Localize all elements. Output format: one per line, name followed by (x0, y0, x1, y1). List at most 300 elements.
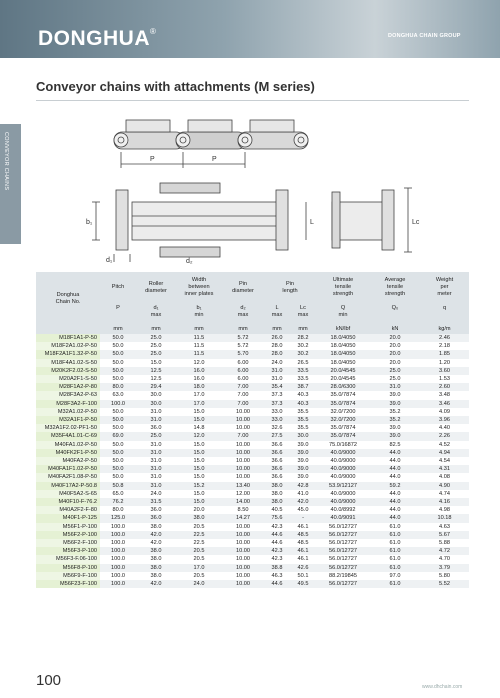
table-cell: 31.0 (136, 408, 176, 416)
table-cell: 7.00 (222, 383, 264, 391)
table-cell: 28.0/6300 (316, 383, 370, 391)
table-cell: 44.0 (370, 465, 420, 473)
column-header: Roller diameter (136, 272, 176, 303)
table-cell: 82.5 (370, 441, 420, 449)
chain-number: M28F1A2-P-80 (36, 383, 100, 391)
table-cell: 41.0 (290, 490, 316, 498)
table-cell: 3.60 (420, 367, 469, 375)
table-cell: 20.0/4545 (316, 375, 370, 383)
table-cell: 38.0 (136, 523, 176, 531)
brand-logo-text: DONGHUA (38, 27, 150, 50)
table-cell: 22.5 (176, 539, 222, 547)
table-cell: 10.00 (222, 523, 264, 531)
table-cell: 42.3 (264, 523, 290, 531)
table-cell: 50.0 (100, 367, 136, 375)
table-cell: 31.0 (264, 375, 290, 383)
table-cell: 33.5 (290, 375, 316, 383)
chain-number: M40FA2-P-50 (36, 457, 100, 465)
table-cell: 100.0 (100, 531, 136, 539)
table-cell: 38.0 (136, 572, 176, 580)
table-cell: 50.0 (100, 350, 136, 358)
table-cell: 50.0 (100, 408, 136, 416)
table-cell: 39.0 (290, 465, 316, 473)
table-row (36, 342, 469, 350)
table-cell: 38.0 (264, 482, 290, 490)
table-cell: 15.0 (176, 473, 222, 481)
table-cell: 50.0 (100, 375, 136, 383)
column-symbol: Q min (316, 303, 370, 325)
page-header (0, 0, 500, 58)
table-cell: 10.00 (222, 457, 264, 465)
table-cell: 16.0 (176, 367, 222, 375)
table-cell: 40.3 (290, 400, 316, 408)
table-cell: 10.00 (222, 424, 264, 432)
table-cell: 61.0 (370, 547, 420, 555)
table-row (36, 473, 469, 481)
table-cell: 6.00 (222, 375, 264, 383)
table-row (36, 359, 469, 367)
table-cell: 4.98 (420, 506, 469, 514)
table-cell: 4.31 (420, 465, 469, 473)
table-cell: 4.94 (420, 449, 469, 457)
table-cell: 5.52 (420, 580, 469, 588)
table-cell: 38.0 (264, 490, 290, 498)
column-unit: kN/lbf (316, 325, 370, 334)
table-cell: 16.0 (176, 375, 222, 383)
table-cell: 10.00 (222, 441, 264, 449)
table-cell: 31.5 (136, 498, 176, 506)
table-cell: 42.0 (136, 531, 176, 539)
table-cell: 12.5 (136, 367, 176, 375)
table-cell: 100.0 (100, 539, 136, 547)
column-unit: mm (176, 325, 222, 334)
table-row (36, 432, 469, 440)
table-cell: 10.00 (222, 539, 264, 547)
table-cell: 15.0 (176, 465, 222, 473)
table-cell: 61.0 (370, 531, 420, 539)
table-cell: 36.6 (264, 457, 290, 465)
table-cell: 10.18 (420, 514, 469, 522)
table-cell: 39.0 (370, 400, 420, 408)
table-cell: 10.00 (222, 580, 264, 588)
table-cell: 45.0 (290, 506, 316, 514)
table-cell: 100.0 (100, 564, 136, 572)
chain-number: M56F2-P-100 (36, 531, 100, 539)
table-cell: 30.0 (136, 391, 176, 399)
chain-number: M18F1A1-P-50 (36, 334, 100, 342)
table-cell: 31.0 (136, 457, 176, 465)
table-cell: 20.5 (176, 555, 222, 563)
table-cell: 39.0 (370, 432, 420, 440)
table-cell: 53.9/12127 (316, 482, 370, 490)
column-unit: mm (136, 325, 176, 334)
table-cell: 44.0 (370, 473, 420, 481)
table-cell: 20.0 (176, 506, 222, 514)
table-cell: 18.0 (176, 383, 222, 391)
table-cell: 50.0 (100, 457, 136, 465)
table-cell: 37.3 (264, 400, 290, 408)
table-cell: 18.0/4050 (316, 342, 370, 350)
table-cell: 56.0/12727 (316, 531, 370, 539)
table-row (36, 441, 469, 449)
table-cell: 22.5 (176, 531, 222, 539)
table-cell: 65.0 (100, 490, 136, 498)
table-cell: 44.0 (370, 457, 420, 465)
table-cell: 30.2 (290, 342, 316, 350)
chain-number: M56F3-F.06-100 (36, 555, 100, 563)
table-row (36, 375, 469, 383)
chain-number: M56F3-P-100 (36, 547, 100, 555)
table-cell: 100.0 (100, 547, 136, 555)
table-cell: 5.67 (420, 531, 469, 539)
table-cell: 56.0/12727 (316, 539, 370, 547)
table-cell: 76.2 (100, 498, 136, 506)
column-symbol: q (420, 303, 469, 325)
table-row (36, 580, 469, 588)
table-cell: 40.0/9000 (316, 473, 370, 481)
table-cell: 4.54 (420, 457, 469, 465)
chain-number: M56F8-P-100 (36, 564, 100, 572)
table-cell: 44.0 (370, 449, 420, 457)
chain-number: M56F9-F-100 (36, 572, 100, 580)
table-cell: 50.0 (100, 359, 136, 367)
table-cell: 36.6 (264, 473, 290, 481)
table-cell: 38.0 (136, 555, 176, 563)
table-cell: 10.00 (222, 416, 264, 424)
column-symbol: Lc max (290, 303, 316, 325)
table-cell: 10.00 (222, 564, 264, 572)
table-cell: 5.88 (420, 539, 469, 547)
table-cell: 4.74 (420, 490, 469, 498)
table-cell: 31.0 (136, 473, 176, 481)
table-cell: 24.0 (264, 359, 290, 367)
table-cell: 17.0 (176, 400, 222, 408)
table-cell: 35.5 (290, 408, 316, 416)
column-unit: mm (222, 325, 264, 334)
table-cell: 61.0 (370, 523, 420, 531)
table-cell: 11.5 (176, 334, 222, 342)
table-cell: 5.80 (420, 572, 469, 580)
table-cell: 40.0/9000 (316, 465, 370, 473)
table-cell: 30.0 (136, 400, 176, 408)
table-cell: 10.00 (222, 449, 264, 457)
table-cell: 44.6 (264, 580, 290, 588)
column-unit: mm (100, 325, 136, 334)
table-row (36, 457, 469, 465)
table-cell: 26.0 (264, 334, 290, 342)
d1-label: d₁ (106, 257, 113, 264)
table-cell: 25.0 (136, 334, 176, 342)
table-row (36, 465, 469, 473)
table-cell: 50.8 (100, 482, 136, 490)
table-cell: 3.48 (420, 391, 469, 399)
column-header: Pitch (100, 272, 136, 303)
table-cell: 15.0 (176, 441, 222, 449)
table-cell: 2.60 (420, 383, 469, 391)
column-header: Ultimate tensile strength (316, 272, 370, 303)
table-cell: 25.0 (136, 350, 176, 358)
column-symbol: Q₀ (370, 303, 420, 325)
table-cell: 28.0 (264, 350, 290, 358)
table-cell: 15.0 (176, 408, 222, 416)
table-cell: 1.85 (420, 350, 469, 358)
table-row (36, 482, 469, 490)
table-cell: 42.3 (264, 547, 290, 555)
table-cell: 10.00 (222, 531, 264, 539)
table-cell: 100.0 (100, 580, 136, 588)
table-cell: 20.0 (370, 350, 420, 358)
table-cell: 49.5 (290, 580, 316, 588)
group-label: DONGHUA CHAIN GROUP (388, 33, 461, 39)
table-row (36, 555, 469, 563)
table-row (36, 416, 469, 424)
table-cell: 39.0 (370, 424, 420, 432)
table-cell: 25.0 (370, 367, 420, 375)
table-cell: 50.1 (290, 572, 316, 580)
chain-number: M40F10-F-76.2 (36, 498, 100, 506)
table-cell: 42.8 (290, 482, 316, 490)
column-unit: kg/m (420, 325, 469, 334)
table-row (36, 506, 469, 514)
table-cell: 56.0/12727 (316, 555, 370, 563)
table-cell: 14.27 (222, 514, 264, 522)
brand-logo (38, 27, 156, 51)
table-cell: 97.0 (370, 572, 420, 580)
table-row (36, 367, 469, 375)
spec-table-container (36, 272, 469, 588)
table-cell: 36.6 (264, 449, 290, 457)
table-cell: 42.0 (290, 498, 316, 506)
table-cell: 35.0/7874 (316, 400, 370, 408)
table-cell: 100.0 (100, 400, 136, 408)
L-label: L (310, 219, 314, 226)
table-cell: 14.00 (222, 498, 264, 506)
table-cell: 25.0 (136, 432, 176, 440)
table-cell: 15.0 (136, 359, 176, 367)
chain-number: M32A1F2.02-PF1-50 (36, 424, 100, 432)
table-cell: 6.00 (222, 359, 264, 367)
table-row (36, 564, 469, 572)
table-cell: 20.0 (370, 334, 420, 342)
table-cell: 38.0 (264, 498, 290, 506)
column-symbol: L max (264, 303, 290, 325)
d2-label: d₂ (186, 258, 193, 265)
table-cell: 4.72 (420, 547, 469, 555)
table-cell: 14.8 (176, 424, 222, 432)
table-cell: 12.0 (176, 432, 222, 440)
table-cell: 17.0 (176, 391, 222, 399)
chain-number: M28F3A2-P-63 (36, 391, 100, 399)
table-cell: 30.2 (290, 350, 316, 358)
table-cell: 5.70 (222, 350, 264, 358)
table-cell: 6.00 (222, 367, 264, 375)
table-cell: 7.00 (222, 391, 264, 399)
column-header: Width between inner plates (176, 272, 222, 303)
table-cell: 31.0 (264, 367, 290, 375)
table-cell: 48.5 (290, 539, 316, 547)
table-cell: 4.40 (420, 424, 469, 432)
table-row (36, 539, 469, 547)
table-cell: 31.0 (370, 383, 420, 391)
table-row (36, 531, 469, 539)
table-cell: 28.0 (264, 342, 290, 350)
table-cell: 31.0 (136, 441, 176, 449)
table-cell: 15.2 (176, 482, 222, 490)
table-cell: 33.0 (264, 408, 290, 416)
table-cell: 11.5 (176, 350, 222, 358)
table-cell: 38.0 (136, 547, 176, 555)
table-cell: 27.5 (264, 432, 290, 440)
table-row (36, 334, 469, 342)
table-cell: 35.0/7874 (316, 391, 370, 399)
chain-number: M32A1F1-P-50 (36, 416, 100, 424)
table-cell: 20.0 (370, 359, 420, 367)
chain-number: M18F4A1.02-S-50 (36, 359, 100, 367)
top-view (92, 183, 412, 262)
table-cell: 12.5 (136, 375, 176, 383)
table-row (36, 547, 469, 555)
chain-number: M28F3A2-F-100 (36, 400, 100, 408)
page-number: 100 (36, 672, 62, 689)
chain-number: M56F1-P-100 (36, 523, 100, 531)
table-cell: 46.1 (290, 523, 316, 531)
table-cell: 4.16 (420, 498, 469, 506)
table-cell: 32.0/7200 (316, 416, 370, 424)
table-cell: 4.09 (420, 408, 469, 416)
table-cell: 32.6 (264, 424, 290, 432)
table-cell: 42.0 (136, 539, 176, 547)
table-cell: 28.2 (290, 334, 316, 342)
table-cell: 75.6 (264, 514, 290, 522)
header-row-titles (36, 272, 469, 303)
table-cell: 13.40 (222, 482, 264, 490)
table-cell: 100.0 (100, 572, 136, 580)
table-cell: 40.0/9000 (316, 490, 370, 498)
spec-table (36, 272, 469, 588)
table-cell: 56.0/12727 (316, 564, 370, 572)
column-unit: mm (264, 325, 290, 334)
table-cell: 17.0 (176, 564, 222, 572)
table-row (36, 400, 469, 408)
table-cell: 26.5 (290, 359, 316, 367)
Lc-label: Lc (412, 219, 420, 226)
table-cell: 8.50 (222, 506, 264, 514)
table-cell: 61.0 (370, 555, 420, 563)
table-cell: 40.5 (264, 506, 290, 514)
table-cell: 5.72 (222, 334, 264, 342)
table-cell: 18.0/4050 (316, 334, 370, 342)
title-divider (36, 100, 469, 101)
column-header: Average tensile strength (370, 272, 420, 303)
table-cell: 63.0 (100, 391, 136, 399)
table-cell: 100.0 (100, 523, 136, 531)
b1-label: b₁ (86, 219, 93, 226)
table-cell: 44.6 (264, 531, 290, 539)
table-row (36, 514, 469, 522)
column-symbol: b₁ min (176, 303, 222, 325)
table-cell: 33.5 (290, 367, 316, 375)
column-header: Donghua Chain No. (36, 272, 100, 325)
pitch-label-1: P (150, 156, 155, 163)
table-cell: 35.0/7874 (316, 424, 370, 432)
chain-number: M20K2F2.02-S-50 (36, 367, 100, 375)
column-header: Weight per meter (420, 272, 469, 303)
table-cell: 35.5 (290, 416, 316, 424)
column-symbol: d₂ max (222, 303, 264, 325)
table-cell: 50.0 (100, 334, 136, 342)
table-row (36, 498, 469, 506)
table-cell: 2.26 (420, 432, 469, 440)
side-view (114, 120, 308, 168)
table-cell: 15.0 (176, 490, 222, 498)
table-cell: 125.0 (100, 514, 136, 522)
column-unit: mm (290, 325, 316, 334)
chain-number: M18F2A1F1.32-P-50 (36, 350, 100, 358)
table-cell: 4.90 (420, 482, 469, 490)
table-cell: 100.0 (100, 555, 136, 563)
side-tab-label: CONVEYOR CHAINS (3, 132, 9, 191)
chain-number: M20A2F1-S-50 (36, 375, 100, 383)
chain-number: M18F2A1.02-P-50 (36, 342, 100, 350)
table-row (36, 383, 469, 391)
table-cell: 36.6 (264, 465, 290, 473)
table-cell: 38.7 (290, 383, 316, 391)
table-cell: 40.0/9091 (316, 514, 370, 522)
table-cell: 15.0 (176, 457, 222, 465)
table-cell: 80.0 (100, 506, 136, 514)
table-cell: 40.0/9000 (316, 449, 370, 457)
table-cell: 46.3 (264, 572, 290, 580)
table-row (36, 490, 469, 498)
table-cell: 44.0 (370, 498, 420, 506)
table-cell: 20.5 (176, 547, 222, 555)
table-cell: 1.53 (420, 375, 469, 383)
unit-blank (36, 325, 100, 334)
table-cell: 40.0/8992 (316, 506, 370, 514)
table-cell: 59.2 (370, 482, 420, 490)
table-cell: 31.0 (136, 449, 176, 457)
table-cell: 69.0 (100, 432, 136, 440)
chain-number: M40FA1F1.02-P-50 (36, 465, 100, 473)
column-header: Pin length (264, 272, 316, 303)
table-cell: 33.0 (264, 416, 290, 424)
table-cell: 10.00 (222, 572, 264, 580)
table-cell: - (290, 514, 316, 522)
table-cell: 20.0 (370, 342, 420, 350)
table-cell: 15.0 (176, 498, 222, 506)
table-cell: 2.46 (420, 334, 469, 342)
table-cell: 56.0/12727 (316, 523, 370, 531)
table-cell: 10.00 (222, 465, 264, 473)
table-cell: 5.72 (222, 342, 264, 350)
table-cell: 35.0/7874 (316, 432, 370, 440)
table-cell: 31.0 (136, 416, 176, 424)
table-cell: 36.0 (136, 424, 176, 432)
table-cell: 39.0 (290, 473, 316, 481)
table-cell: 29.4 (136, 383, 176, 391)
chain-number: M40F17A2-P-50.8 (36, 482, 100, 490)
table-cell: 88.2/19845 (316, 572, 370, 580)
registered-mark: ® (150, 27, 157, 36)
header-row-units (36, 325, 469, 334)
chain-number: M32A1.02-P-50 (36, 408, 100, 416)
table-cell: 36.0 (136, 506, 176, 514)
table-cell: 80.0 (100, 383, 136, 391)
table-cell: 15.0 (176, 416, 222, 424)
table-cell: 40.0/9000 (316, 498, 370, 506)
table-cell: 10.00 (222, 473, 264, 481)
table-cell: 40.0/9000 (316, 457, 370, 465)
